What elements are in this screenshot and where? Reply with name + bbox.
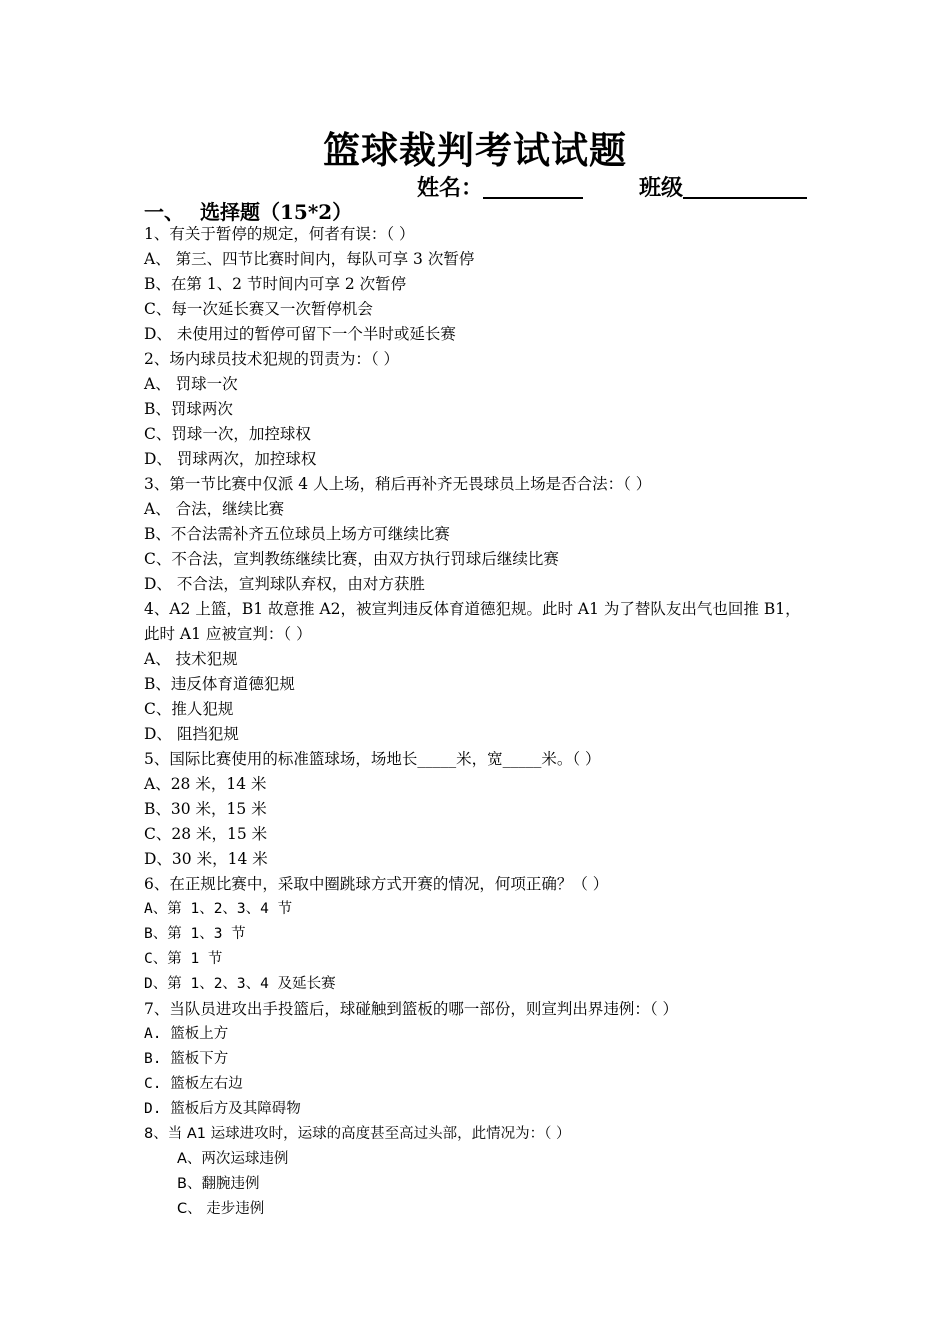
answer-option: C、罚球一次，加控球权 [144, 425, 311, 443]
answer-option: D、30 米，14 米 [144, 850, 268, 868]
answer-option: B. 篮板下方 [144, 1051, 229, 1067]
answer-option: B、罚球两次 [144, 400, 233, 418]
answer-option: A、 合法，继续比赛 [144, 500, 285, 518]
class-label: 班级 [639, 175, 684, 201]
answer-option: B、违反体育道德犯规 [144, 675, 295, 693]
section-number: 一、 [144, 200, 184, 224]
question-text: 4、A2 上篮，B1 故意推 A2，被宣判违反体育道德犯规。此时 A1 为了替队友出气也回推 B1， [144, 600, 801, 618]
question-text: 7、当队员进攻出手投篮后，球碰触到篮板的哪一部份，则宣判出界违例：（ ） [144, 1000, 679, 1018]
answer-option: D、 罚球两次，加控球权 [144, 450, 317, 468]
name-blank[interactable] [483, 175, 583, 199]
answer-option: A、 技术犯规 [144, 650, 238, 668]
question-text: 8、当 A1 运球进攻时，运球的高度甚至高过头部，此情况为：（ ） [144, 1126, 571, 1142]
question-text: 5、国际比赛使用的标准篮球场，场地长_____米，宽_____米。（ ） [144, 750, 601, 768]
answer-option: A、 第三、四节比赛时间内，每队可享 3 次暂停 [144, 250, 475, 268]
answer-option: A、两次运球违例 [177, 1151, 289, 1167]
answer-option: A、 罚球一次 [144, 375, 238, 393]
answer-option: B、在第 1、2 节时间内可享 2 次暂停 [144, 275, 407, 293]
question-text: 1、有关于暂停的规定，何者有误：（ ） [144, 225, 415, 243]
question-list [144, 222, 814, 1222]
answer-option: C、每一次延长赛又一次暂停机会 [144, 300, 373, 318]
answer-option: C、第 1 节 [144, 951, 223, 967]
question-text: 3、第一节比赛中仅派 4 人上场，稍后再补齐无畏球员上场是否合法：（ ） [144, 475, 652, 493]
answer-option: B、第 1、3 节 [144, 926, 246, 942]
answer-option: A、28 米，14 米 [144, 775, 267, 793]
class-blank[interactable] [683, 175, 807, 199]
question-text: 2、场内球员技术犯规的罚责为：（ ） [144, 350, 400, 368]
page-title: 篮球裁判考试试题 [323, 128, 627, 172]
answer-option: B、30 米，15 米 [144, 800, 267, 818]
answer-option: D、第 1、2、3、4 及延长赛 [144, 976, 336, 992]
question-text: 此时 A1 应被宣判：（ ） [144, 625, 312, 643]
answer-option: A、第 1、2、3、4 节 [144, 901, 293, 917]
answer-option: C、 走步违例 [177, 1201, 265, 1217]
name-label: 姓名： [417, 175, 484, 201]
answer-option: D、 阻挡犯规 [144, 725, 239, 743]
question-text: 6、在正规比赛中，采取中圈跳球方式开赛的情况，何项正确？（ ） [144, 875, 609, 893]
answer-option: B、不合法需补齐五位球员上场方可继续比赛 [144, 525, 450, 543]
answer-option: D. 篮板后方及其障碍物 [144, 1101, 301, 1117]
answer-option: B、翻腕违例 [177, 1176, 260, 1192]
section-title: 选择题（15*2） [200, 200, 353, 224]
answer-option: D、 不合法，宣判球队弃权，由对方获胜 [144, 575, 425, 593]
answer-option: C、推人犯规 [144, 700, 234, 718]
answer-option: C、不合法，宣判教练继续比赛，由双方执行罚球后继续比赛 [144, 550, 559, 568]
student-info [417, 173, 807, 203]
answer-option: C. 篮板左右边 [144, 1076, 243, 1092]
answer-option: C、28 米，15 米 [144, 825, 268, 843]
answer-option: A. 篮板上方 [144, 1026, 229, 1042]
answer-option: D、 未使用过的暂停可留下一个半时或延长赛 [144, 325, 456, 343]
